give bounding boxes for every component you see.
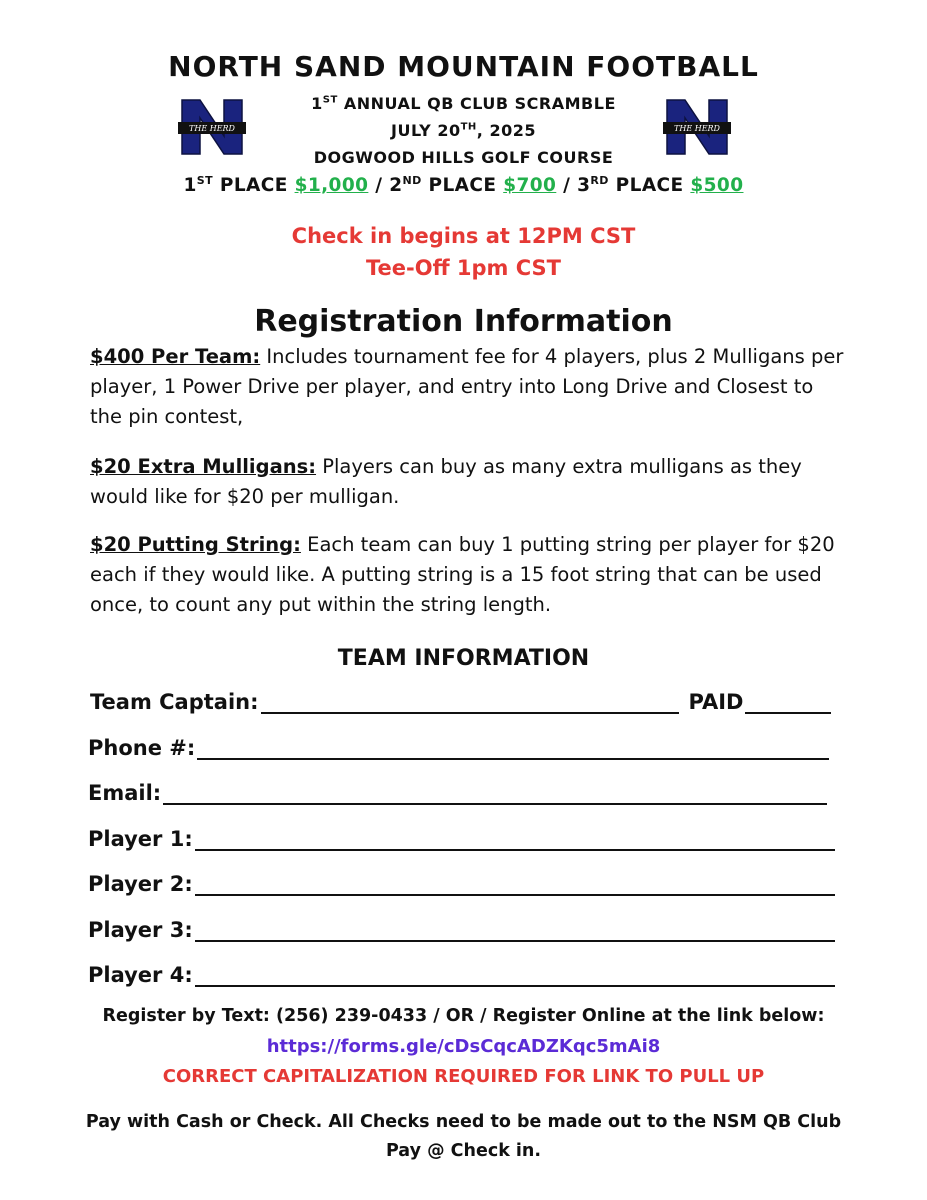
paid-blank[interactable]	[745, 692, 831, 714]
player1-blank[interactable]	[195, 829, 835, 851]
phone-label: Phone #:	[88, 736, 196, 760]
player3-row	[88, 912, 835, 942]
email-label: Email:	[88, 781, 162, 805]
logo-text: THE HERD	[674, 124, 720, 133]
team-captain-row	[90, 684, 831, 714]
team-captain-blank[interactable]	[261, 692, 679, 714]
player1-label: Player 1:	[88, 827, 193, 851]
player4-row	[88, 957, 835, 987]
phone-row	[88, 730, 829, 760]
flyer-title: NORTH SAND MOUNTAIN FOOTBALL	[168, 50, 759, 83]
registration-heading: Registration Information	[254, 304, 673, 339]
pay-at-checkin: Pay @ Check in.	[385, 1141, 542, 1161]
phone-blank[interactable]	[197, 738, 829, 760]
player2-blank[interactable]	[195, 874, 835, 896]
prize-line: 1ST PLACE $1,000 / 2ND PLACE $700 / 3RD PLACE $500	[183, 174, 744, 197]
registration-item-team-fee: $400 Per Team: Includes tournament fee for 4 players, plus 2 Mulligans per player, 1 Power Drive per player, and entry into Long Drive and Closest to the pin contest,	[90, 345, 844, 428]
player3-label: Player 3:	[88, 918, 193, 942]
event-date: JULY 20TH, 2025	[391, 121, 536, 140]
capitalization-warning: CORRECT CAPITALIZATION REQUIRED FOR LINK TO PULL UP	[162, 1066, 765, 1087]
registration-link[interactable]: https://forms.gle/cDsCqcADZKqc5mAi8	[266, 1036, 661, 1057]
player4-label: Player 4:	[88, 963, 193, 987]
second-prize-amount: $700	[503, 175, 557, 197]
paid-label: PAID	[688, 690, 744, 714]
registration-item-putting-string: $20 Putting String: Each team can buy 1 putting string per player for $20 each if they would like. A putting string is a 15 foot string that can be used once, to count any put within the string length.	[90, 533, 835, 616]
player2-row	[88, 866, 835, 896]
event-venue: DOGWOOD HILLS GOLF COURSE	[313, 148, 614, 167]
team-captain-label: Team Captain:	[90, 690, 259, 714]
player3-blank[interactable]	[195, 920, 835, 942]
registration-item-mulligans: $20 Extra Mulligans: Players can buy as many extra mulligans as they would like for $20 per mulligan.	[90, 455, 802, 508]
third-prize-amount: $500	[690, 175, 744, 197]
email-blank[interactable]	[163, 783, 827, 805]
teeoff-time: Tee-Off 1pm CST	[366, 256, 561, 280]
payment-instructions: Pay with Cash or Check. All Checks need to be made out to the NSM QB Club	[85, 1112, 842, 1132]
checkin-time: Check in begins at 12PM CST	[291, 224, 636, 248]
logo-text: THE HERD	[189, 124, 235, 133]
first-prize-amount: $1,000	[294, 175, 369, 197]
register-instructions: Register by Text: (256) 239-0433 / OR / Register Online at the link below:	[102, 1006, 825, 1026]
team-info-heading: TEAM INFORMATION	[337, 646, 590, 671]
player1-row	[88, 821, 835, 851]
email-row	[88, 775, 827, 805]
player4-blank[interactable]	[195, 965, 835, 987]
player2-label: Player 2:	[88, 872, 193, 896]
event-name: 1ST ANNUAL QB CLUB SCRAMBLE	[311, 94, 616, 113]
